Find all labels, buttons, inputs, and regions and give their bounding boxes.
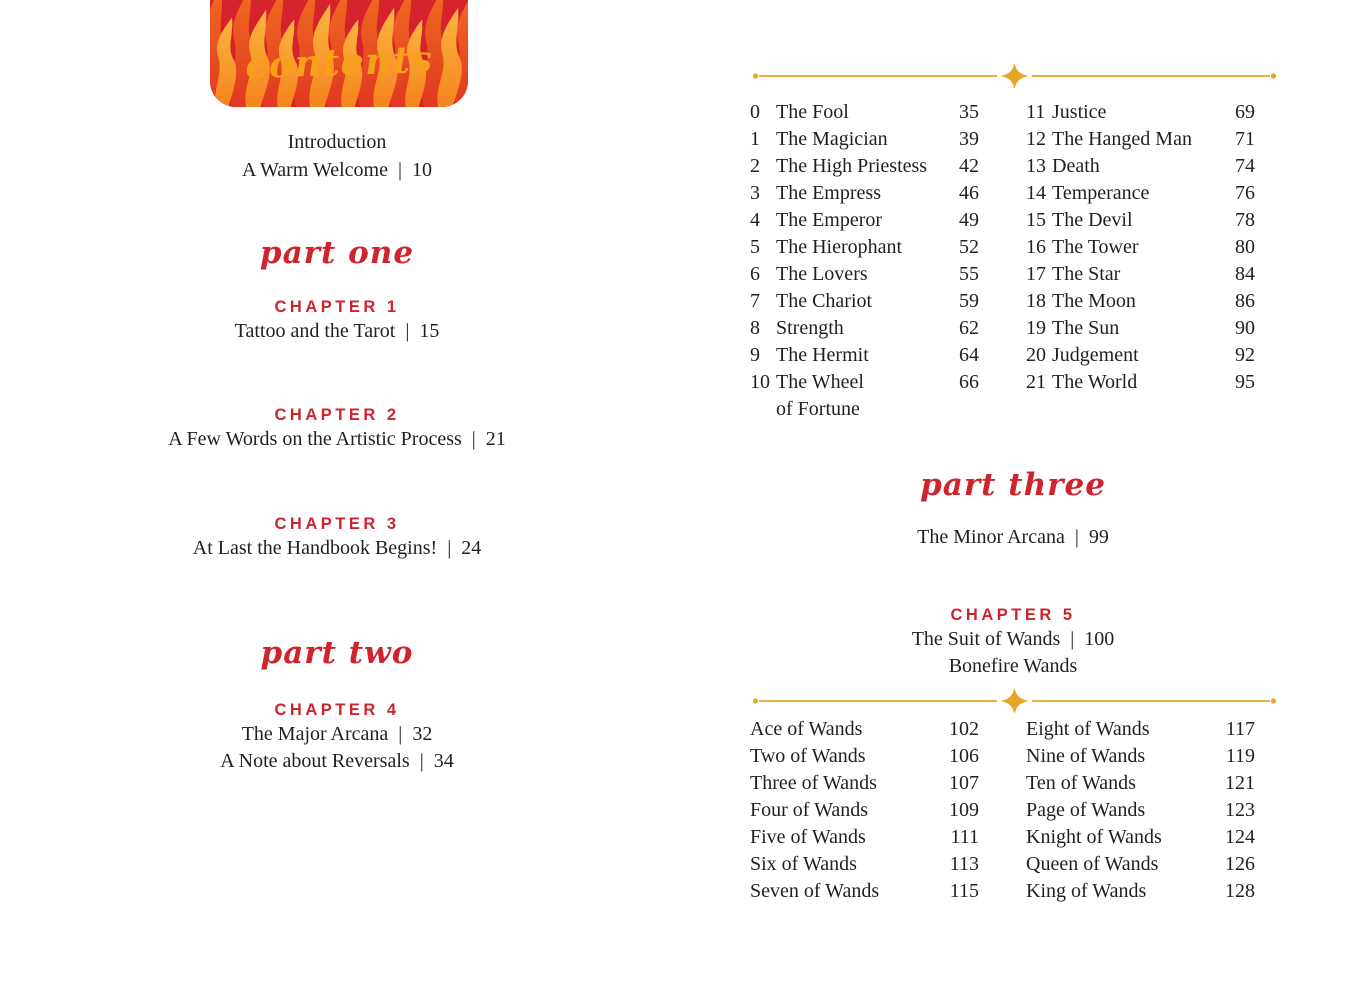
chapter-1-heading: CHAPTER 1 (274, 298, 400, 316)
entry-title: Six of Wands (750, 853, 857, 875)
chapter-5-heading: CHAPTER 5 (950, 606, 1076, 624)
entry-title: The Suit of Wands (911, 628, 1061, 650)
entry-page: 86 (1235, 290, 1255, 312)
chapter-2-heading: CHAPTER 2 (274, 406, 400, 424)
entry-number: 2 (750, 155, 760, 177)
entry-title: Nine of Wands (1026, 745, 1146, 767)
toc-entry (750, 878, 979, 905)
chapter-1-section (117, 296, 557, 345)
separator: | (1070, 628, 1075, 650)
toc-entry (1026, 743, 1255, 770)
entry-title: The Hermit (776, 344, 869, 366)
entry-page: 124 (1225, 826, 1255, 848)
entry-page: 121 (1225, 772, 1255, 794)
wands-list (750, 716, 1255, 905)
entry-title: Ten of Wands (1026, 772, 1136, 794)
separator: | (398, 723, 403, 745)
entry-title: Five of Wands (750, 826, 866, 848)
entry-title: The Sun (1052, 317, 1120, 339)
major-arcana-list (750, 99, 1255, 423)
minor-arcana-entry (813, 524, 1213, 551)
toc-entry (750, 288, 979, 315)
entry-title: Judgement (1052, 344, 1139, 366)
chapter-3-section (117, 513, 557, 562)
entry-page: 92 (1235, 344, 1255, 366)
entry-page: 66 (959, 371, 979, 393)
entry-number: 15 (1026, 209, 1046, 231)
part-one-label-block (117, 228, 557, 278)
entry-page: 59 (959, 290, 979, 312)
entry-page: 119 (1225, 745, 1255, 767)
entry-page: 10 (412, 159, 433, 181)
entry-number: 16 (1026, 236, 1046, 258)
contents-title: contents (244, 36, 434, 88)
chapter-1-entry (117, 318, 557, 345)
entry-title: The Hierophant (776, 236, 903, 258)
toc-entry (750, 797, 979, 824)
entry-page: 126 (1225, 853, 1255, 875)
entry-title: The Minor Arcana (917, 526, 1065, 548)
entry-title: The Magician (776, 128, 888, 150)
intro-entry (117, 156, 557, 184)
entry-page: 34 (433, 750, 454, 772)
chapter-4-entry (117, 721, 557, 748)
entry-title: A Warm Welcome (241, 159, 388, 181)
entry-title: The World (1052, 371, 1138, 393)
entry-page: 100 (1084, 628, 1115, 650)
part-two-label-block (117, 628, 557, 678)
toc-entry (750, 342, 979, 369)
entry-title: Seven of Wands (750, 880, 880, 902)
wands-column-left (750, 716, 979, 905)
toc-entry (1026, 288, 1255, 315)
toc-entry (750, 369, 979, 396)
sparkle-icon (1001, 688, 1029, 714)
toc-entry (1026, 878, 1255, 905)
entry-title: The Tower (1052, 236, 1139, 258)
toc-entry (750, 180, 979, 207)
entry-number: 19 (1026, 317, 1046, 339)
toc-entry (750, 770, 979, 797)
chapter-5-section (813, 604, 1213, 680)
entry-number: 18 (1026, 290, 1046, 312)
toc-entry (1026, 99, 1255, 126)
entry-page: 55 (959, 263, 979, 285)
entry-page: 64 (959, 344, 979, 366)
toc-entry (1026, 824, 1255, 851)
entry-title: Strength (776, 317, 844, 339)
entry-page: 21 (485, 428, 506, 450)
entry-title: The Star (1052, 263, 1121, 285)
wands-column-right (1026, 716, 1255, 905)
toc-entry (1026, 180, 1255, 207)
entry-number: 3 (750, 182, 760, 204)
entry-title: The Lovers (776, 263, 868, 285)
entry-page: 46 (959, 182, 979, 204)
entry-page: 109 (949, 799, 979, 821)
chapter-5-subtitle: Bonefire Wands (948, 655, 1078, 677)
entry-number: 20 (1026, 344, 1046, 366)
entry-number: 14 (1026, 182, 1046, 204)
entry-title: King of Wands (1026, 880, 1147, 902)
entry-title: The Emperor (776, 209, 883, 231)
section-divider (752, 688, 1277, 714)
part-one-label: part one (259, 235, 415, 271)
entry-title: A Note about Reversals (220, 750, 410, 772)
toc-entry (1026, 234, 1255, 261)
intro-heading: Introduction (287, 131, 387, 153)
entry-title: The Major Arcana (241, 723, 389, 745)
entry-number: 17 (1026, 263, 1046, 285)
entry-title: Knight of Wands (1026, 826, 1162, 848)
entry-page: 113 (949, 853, 979, 875)
toc-entry (750, 234, 979, 261)
entry-page: 35 (959, 101, 979, 123)
divider-end-dot (753, 73, 758, 78)
toc-entry (750, 824, 979, 851)
entry-title: Tattoo and the Tarot (234, 320, 396, 342)
chapter-2-entry (117, 426, 557, 453)
part-three-label: part three (920, 467, 1106, 503)
toc-entry (750, 153, 979, 180)
entry-number: 12 (1026, 128, 1046, 150)
entry-title: Death (1052, 155, 1100, 177)
entry-page: 102 (949, 718, 979, 740)
entry-title: Ace of Wands (750, 718, 863, 740)
toc-entry (750, 261, 979, 288)
entry-page: 106 (949, 745, 979, 767)
entry-title: The Moon (1052, 290, 1136, 312)
minor-arcana-entry-block (813, 524, 1213, 551)
toc-entry (750, 743, 979, 770)
entry-page: 78 (1235, 209, 1255, 231)
section-divider (752, 63, 1277, 89)
divider-end-dot (1271, 73, 1276, 78)
entry-page: 24 (461, 537, 482, 559)
entry-title: Two of Wands (750, 745, 866, 767)
entry-number: 11 (1026, 101, 1046, 123)
toc-entry (1026, 153, 1255, 180)
chapter-3-entry (117, 535, 557, 562)
toc-entry (750, 99, 979, 126)
toc-entry (750, 315, 979, 342)
entry-page: 76 (1235, 182, 1255, 204)
part-three-label-block (813, 460, 1213, 510)
entry-page: 117 (1225, 718, 1255, 740)
entry-title: Queen of Wands (1026, 853, 1159, 875)
entry-number: 9 (750, 344, 760, 366)
toc-entry (750, 126, 979, 153)
major-arcana-column-left (750, 99, 979, 423)
entry-title: Three of Wands (750, 772, 877, 794)
entry-page (943, 396, 979, 423)
entry-number: 5 (750, 236, 760, 258)
divider-end-dot (1271, 698, 1276, 703)
toc-entry (1026, 207, 1255, 234)
entry-page: 52 (959, 236, 979, 258)
intro-section (117, 128, 557, 184)
entry-number: 4 (750, 209, 760, 231)
entry-title: Page of Wands (1026, 799, 1146, 821)
separator: | (419, 750, 424, 772)
entry-title: Justice (1052, 101, 1107, 123)
entry-page: 111 (950, 826, 979, 848)
toc-entry (750, 396, 979, 423)
entry-page: 84 (1235, 263, 1255, 285)
separator: | (471, 428, 476, 450)
entry-title: Temperance (1052, 182, 1150, 204)
toc-entry (1026, 797, 1255, 824)
separator: | (447, 537, 452, 559)
entry-title: The Devil (1052, 209, 1133, 231)
entry-number (750, 396, 776, 423)
chapter-4-heading: CHAPTER 4 (274, 701, 400, 719)
major-arcana-column-right (1026, 99, 1255, 423)
entry-title: A Few Words on the Artistic Process (168, 428, 462, 450)
toc-entry (1026, 315, 1255, 342)
contents-flame-banner (210, 0, 468, 107)
divider-end-dot (753, 698, 758, 703)
sparkle-icon (1001, 63, 1029, 89)
entry-page: 123 (1225, 799, 1255, 821)
entry-page: 15 (419, 320, 440, 342)
toc-entry (750, 851, 979, 878)
entry-title: Four of Wands (750, 799, 869, 821)
entry-number: 8 (750, 317, 760, 339)
toc-entry (750, 716, 979, 743)
entry-page: 49 (959, 209, 979, 231)
entry-page: 74 (1235, 155, 1255, 177)
part-two-label: part two (260, 635, 414, 671)
chapter-4-entry (117, 748, 557, 775)
entry-page: 32 (412, 723, 433, 745)
entry-title: The High Priestess (776, 155, 928, 177)
toc-entry (1026, 126, 1255, 153)
entry-page: 128 (1225, 880, 1255, 902)
chapter-5-entry (813, 626, 1213, 653)
toc-entry (1026, 770, 1255, 797)
entry-title: The Chariot (776, 290, 873, 312)
entry-number: 6 (750, 263, 760, 285)
entry-page: 71 (1235, 128, 1255, 150)
toc-entry (750, 207, 979, 234)
separator: | (1074, 526, 1079, 548)
entry-title: The Empress (776, 182, 881, 204)
entry-page: 42 (959, 155, 979, 177)
entry-page: 39 (959, 128, 979, 150)
toc-entry (1026, 369, 1255, 396)
entry-number: 0 (750, 101, 760, 123)
separator: | (405, 320, 410, 342)
entry-number: 10 (750, 371, 770, 393)
entry-page: 99 (1088, 526, 1109, 548)
chapter-3-heading: CHAPTER 3 (274, 515, 400, 533)
toc-entry (1026, 261, 1255, 288)
entry-title: of Fortune (776, 398, 860, 420)
entry-page: 95 (1235, 371, 1255, 393)
chapter-4-section (117, 699, 557, 775)
toc-entry (1026, 716, 1255, 743)
entry-title: Eight of Wands (1026, 718, 1150, 740)
entry-page: 90 (1235, 317, 1255, 339)
entry-number: 21 (1026, 371, 1046, 393)
toc-entry (1026, 851, 1255, 878)
entry-page: 62 (959, 317, 979, 339)
entry-page: 80 (1235, 236, 1255, 258)
entry-title: The Wheel (776, 371, 864, 393)
chapter-2-section (117, 404, 557, 453)
entry-title: At Last the Handbook Begins! (192, 537, 438, 559)
entry-page: 107 (949, 772, 979, 794)
entry-title: The Fool (776, 101, 849, 123)
entry-page: 115 (949, 880, 979, 902)
entry-number: 13 (1026, 155, 1046, 177)
entry-page: 69 (1235, 101, 1255, 123)
separator: | (398, 159, 403, 181)
entry-number: 7 (750, 290, 760, 312)
entry-number: 1 (750, 128, 760, 150)
toc-entry (1026, 342, 1255, 369)
entry-title: The Hanged Man (1052, 128, 1192, 150)
